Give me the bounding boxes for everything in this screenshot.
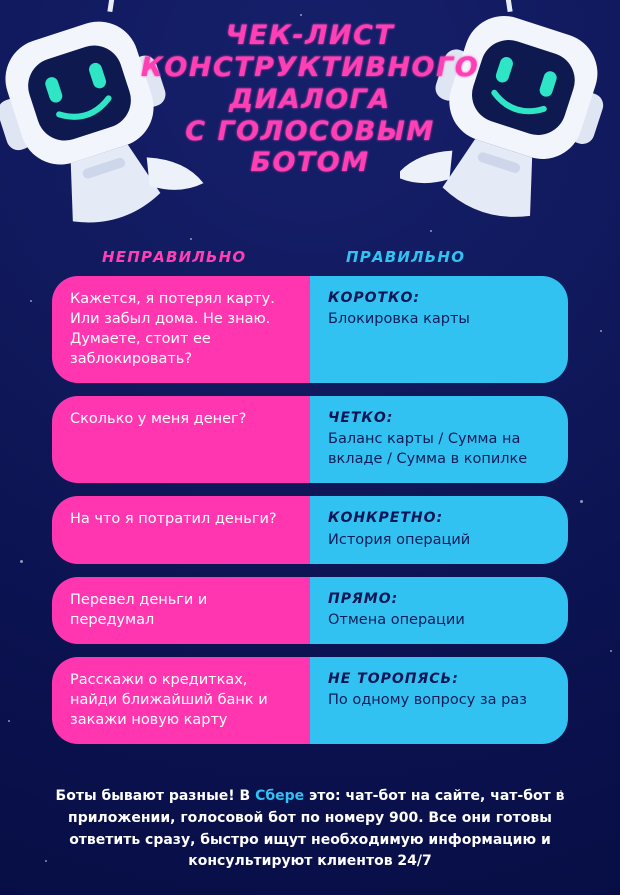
right-text: Баланс карты / Сумма на вкладе / Сумма в копилке [328, 431, 528, 468]
footer-part-1: Боты бывают разные! В [55, 788, 256, 805]
right-label: ПРЯМО: [328, 590, 399, 607]
title-line-5: БОТОМ [250, 147, 370, 179]
right-cell [310, 276, 568, 383]
table-row [52, 577, 568, 644]
right-label: ЧЕТКО: [328, 410, 394, 426]
wrong-text: Расскажи о кредитках, найди ближайший банк и закажи новую карту [70, 671, 268, 728]
column-headers [52, 248, 568, 266]
footer-note [40, 786, 580, 873]
title-line-3: ДИАЛОГА [229, 83, 391, 115]
footer-highlight: Сбере [255, 788, 305, 805]
table-row [52, 496, 568, 563]
right-cell [310, 577, 568, 644]
right-text: Блокировка карты [328, 311, 470, 328]
right-cell [310, 657, 568, 744]
table-row [52, 396, 568, 483]
wrong-text: На что я потратил деньги? [70, 511, 277, 528]
wrong-cell [52, 396, 310, 483]
wrong-text: Кажется, я потерял карту. Или забыл дома. Не знаю. Думаете, стоит ее заблокировать? [70, 291, 275, 367]
right-label: КОРОТКО: [328, 290, 420, 306]
column-header-right: ПРАВИЛЬНО [346, 248, 466, 266]
right-cell [310, 396, 568, 483]
checklist-rows [52, 276, 568, 757]
column-header-wrong: НЕПРАВИЛЬНО [102, 248, 247, 266]
right-label: НЕ ТОРОПЯСЬ: [328, 670, 459, 687]
right-text: Отмена операции [328, 611, 465, 628]
wrong-text: Сколько у меня денег? [70, 411, 247, 427]
right-cell [310, 496, 568, 563]
right-label: КОНКРЕТНО: [328, 510, 444, 527]
robot-head-icon [0, 0, 220, 235]
wrong-cell [52, 276, 310, 383]
wrong-cell [52, 657, 310, 744]
robot-right [400, 0, 620, 235]
footer-part-2: это: чат-бот на сайте, чат-бот в приложении, голосовой бот по номеру 900. Все они готовы ответить сразу, быстро ищут необходимую информацию и консультируют клиентов 24/7 [68, 788, 565, 870]
wrong-cell [52, 577, 310, 644]
title-line-2: КОНСТРУКТИВНОГО [140, 51, 480, 83]
title-line-4: С ГОЛОСОВЫМ [185, 115, 435, 147]
right-text: По одному вопросу за раз [328, 692, 527, 709]
table-row [52, 657, 568, 744]
right-text: История операций [328, 531, 471, 548]
table-row [52, 276, 568, 383]
wrong-text: Перевел деньги и передумал [70, 591, 208, 628]
wrong-cell [52, 496, 310, 563]
title-line-1: ЧЕК-ЛИСТ [225, 20, 395, 51]
robot-head-icon [400, 0, 620, 235]
robot-left [0, 0, 220, 235]
